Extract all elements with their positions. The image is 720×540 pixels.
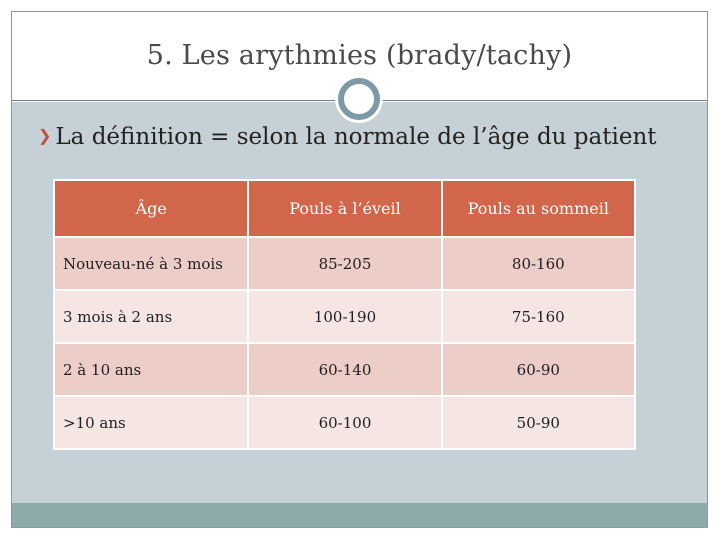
bullet-arrow-icon: ❯ [38,126,52,145]
cell-pulse-sleep: 75-160 [442,290,635,343]
cell-pulse-awake: 85-205 [248,237,441,290]
cell-age: >10 ans [54,396,248,449]
cell-pulse-sleep: 50-90 [442,396,635,449]
slide-title: 5. Les arythmies (brady/tachy) [146,40,573,71]
cell-age: 2 à 10 ans [54,343,248,396]
header-pulse-awake: Pouls à l’éveil [248,180,441,237]
cell-pulse-awake: 60-100 [248,396,441,449]
decorative-ring-icon [338,78,380,120]
cell-age: 3 mois à 2 ans [54,290,248,343]
cell-pulse-sleep: 80-160 [442,237,635,290]
header-age: Âge [54,180,248,237]
bullet-item [38,124,657,150]
table-row [54,237,635,290]
bottom-bar [12,503,707,527]
bullet-text: La définition = selon la normale de l’âge du patient [55,124,657,150]
table-row [54,343,635,396]
header-pulse-sleep: Pouls au sommeil [442,180,635,237]
cell-pulse-awake: 60-140 [248,343,441,396]
cell-pulse-sleep: 60-90 [442,343,635,396]
cell-pulse-awake: 100-190 [248,290,441,343]
table-row [54,290,635,343]
cell-age: Nouveau-né à 3 mois [54,237,248,290]
table-row [54,396,635,449]
pulse-table [53,179,636,450]
table-header-row [54,180,635,237]
